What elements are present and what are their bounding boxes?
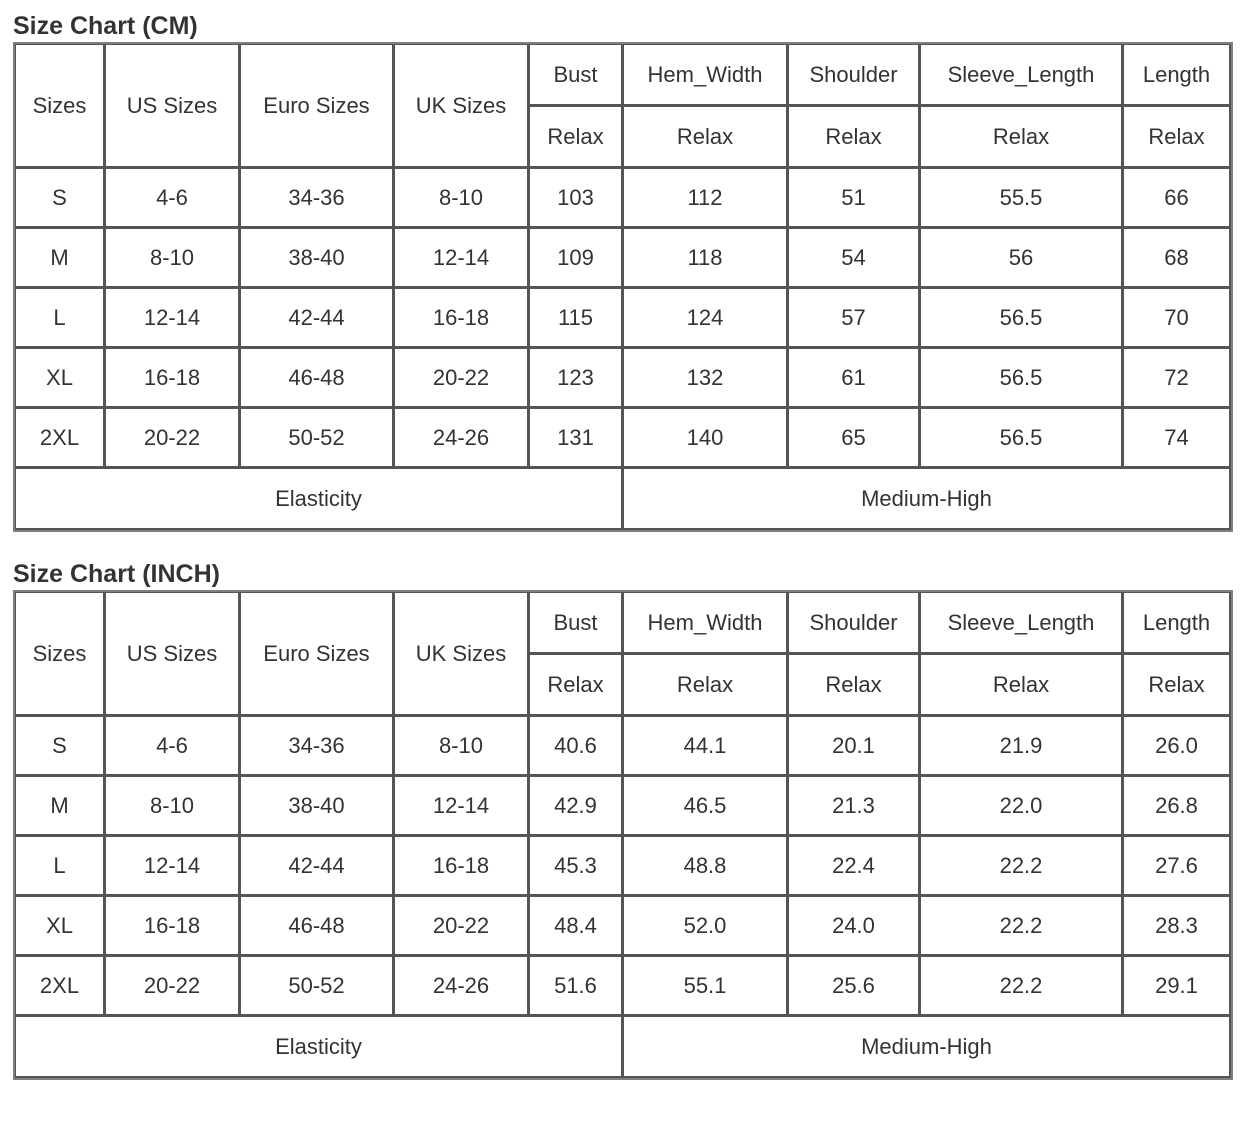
cell-bust: 40.6 <box>529 716 623 776</box>
cell-uk-size: 12-14 <box>394 776 529 836</box>
subheader-relax: Relax <box>623 106 788 168</box>
header-row <box>15 592 1231 654</box>
subheader-relax: Relax <box>1123 654 1231 716</box>
cell-sleeve-length: 56.5 <box>920 348 1123 408</box>
cell-sleeve-length: 55.5 <box>920 168 1123 228</box>
cell-euro-size: 46-48 <box>240 348 394 408</box>
cell-us-size: 16-18 <box>105 896 240 956</box>
chart-title-cm: Size Chart (CM) <box>13 12 198 40</box>
header-sizes: Sizes <box>15 44 105 168</box>
cell-sleeve-length: 56.5 <box>920 408 1123 468</box>
cell-uk-size: 16-18 <box>394 288 529 348</box>
subheader-relax: Relax <box>1123 106 1231 168</box>
header-sleeve-length: Sleeve_Length <box>920 592 1123 654</box>
cell-uk-size: 12-14 <box>394 228 529 288</box>
header-hem-width: Hem_Width <box>623 44 788 106</box>
cell-us-size: 8-10 <box>105 228 240 288</box>
cell-hem-width: 132 <box>623 348 788 408</box>
cell-uk-size: 20-22 <box>394 348 529 408</box>
cell-us-size: 20-22 <box>105 956 240 1016</box>
cell-shoulder: 54 <box>788 228 920 288</box>
cell-euro-size: 38-40 <box>240 228 394 288</box>
cell-uk-size: 8-10 <box>394 168 529 228</box>
size-table-cm <box>13 42 1233 532</box>
header-length: Length <box>1123 44 1231 106</box>
subheader-relax: Relax <box>529 106 623 168</box>
subheader-relax: Relax <box>529 654 623 716</box>
table-row <box>15 896 1231 956</box>
cell-uk-size: 24-26 <box>394 408 529 468</box>
cell-bust: 123 <box>529 348 623 408</box>
cell-length: 70 <box>1123 288 1231 348</box>
cell-euro-size: 42-44 <box>240 836 394 896</box>
cell-length: 74 <box>1123 408 1231 468</box>
cell-shoulder: 24.0 <box>788 896 920 956</box>
cell-euro-size: 34-36 <box>240 168 394 228</box>
cell-hem-width: 55.1 <box>623 956 788 1016</box>
cell-bust: 131 <box>529 408 623 468</box>
cell-length: 27.6 <box>1123 836 1231 896</box>
cell-shoulder: 61 <box>788 348 920 408</box>
header-bust: Bust <box>529 44 623 106</box>
cell-size: 2XL <box>15 956 105 1016</box>
cell-shoulder: 21.3 <box>788 776 920 836</box>
table-row <box>15 836 1231 896</box>
cell-shoulder: 25.6 <box>788 956 920 1016</box>
table-row <box>15 776 1231 836</box>
cell-us-size: 8-10 <box>105 776 240 836</box>
cell-euro-size: 46-48 <box>240 896 394 956</box>
size-chart-cm <box>13 10 1233 532</box>
table-row <box>15 716 1231 776</box>
cell-hem-width: 118 <box>623 228 788 288</box>
cell-us-size: 16-18 <box>105 348 240 408</box>
cell-sleeve-length: 22.2 <box>920 896 1123 956</box>
cell-bust: 115 <box>529 288 623 348</box>
cell-length: 66 <box>1123 168 1231 228</box>
cell-hem-width: 52.0 <box>623 896 788 956</box>
header-uk-sizes: UK Sizes <box>394 44 529 168</box>
size-table-inch <box>13 590 1233 1080</box>
subheader-relax: Relax <box>788 654 920 716</box>
cell-euro-size: 50-52 <box>240 408 394 468</box>
cell-sleeve-length: 22.2 <box>920 836 1123 896</box>
cell-size: L <box>15 836 105 896</box>
header-shoulder: Shoulder <box>788 44 920 106</box>
elasticity-value: Medium-High <box>623 1016 1231 1078</box>
elasticity-label: Elasticity <box>15 468 623 530</box>
cell-size: 2XL <box>15 408 105 468</box>
cell-shoulder: 65 <box>788 408 920 468</box>
header-length: Length <box>1123 592 1231 654</box>
cell-size: M <box>15 228 105 288</box>
elasticity-value: Medium-High <box>623 468 1231 530</box>
table-row <box>15 956 1231 1016</box>
header-bust: Bust <box>529 592 623 654</box>
size-chart-inch <box>13 558 1233 1080</box>
subheader-relax: Relax <box>920 654 1123 716</box>
subheader-relax: Relax <box>920 106 1123 168</box>
table-row <box>15 168 1231 228</box>
cell-shoulder: 22.4 <box>788 836 920 896</box>
cell-bust: 42.9 <box>529 776 623 836</box>
header-shoulder: Shoulder <box>788 592 920 654</box>
cell-us-size: 12-14 <box>105 836 240 896</box>
cell-uk-size: 8-10 <box>394 716 529 776</box>
subheader-relax: Relax <box>623 654 788 716</box>
table-row <box>15 288 1231 348</box>
cell-bust: 109 <box>529 228 623 288</box>
cell-length: 26.0 <box>1123 716 1231 776</box>
cell-sleeve-length: 22.2 <box>920 956 1123 1016</box>
cell-us-size: 4-6 <box>105 716 240 776</box>
cell-euro-size: 38-40 <box>240 776 394 836</box>
cell-uk-size: 20-22 <box>394 896 529 956</box>
cell-size: XL <box>15 896 105 956</box>
cell-hem-width: 124 <box>623 288 788 348</box>
header-uk-sizes: UK Sizes <box>394 592 529 716</box>
cell-shoulder: 51 <box>788 168 920 228</box>
cell-size: XL <box>15 348 105 408</box>
cell-size: S <box>15 716 105 776</box>
cell-bust: 48.4 <box>529 896 623 956</box>
cell-length: 68 <box>1123 228 1231 288</box>
cell-hem-width: 140 <box>623 408 788 468</box>
cell-uk-size: 16-18 <box>394 836 529 896</box>
cell-hem-width: 44.1 <box>623 716 788 776</box>
cell-us-size: 20-22 <box>105 408 240 468</box>
cell-size: M <box>15 776 105 836</box>
chart-title-inch: Size Chart (INCH) <box>13 560 220 588</box>
cell-us-size: 4-6 <box>105 168 240 228</box>
header-euro-sizes: Euro Sizes <box>240 592 394 716</box>
cell-uk-size: 24-26 <box>394 956 529 1016</box>
header-sleeve-length: Sleeve_Length <box>920 44 1123 106</box>
cell-length: 29.1 <box>1123 956 1231 1016</box>
table-row <box>15 228 1231 288</box>
header-row <box>15 44 1231 106</box>
cell-bust: 51.6 <box>529 956 623 1016</box>
cell-hem-width: 46.5 <box>623 776 788 836</box>
cell-sleeve-length: 21.9 <box>920 716 1123 776</box>
header-sizes: Sizes <box>15 592 105 716</box>
footer-row <box>15 1016 1231 1078</box>
cell-bust: 103 <box>529 168 623 228</box>
cell-size: S <box>15 168 105 228</box>
cell-size: L <box>15 288 105 348</box>
cell-bust: 45.3 <box>529 836 623 896</box>
elasticity-label: Elasticity <box>15 1016 623 1078</box>
cell-hem-width: 48.8 <box>623 836 788 896</box>
cell-length: 28.3 <box>1123 896 1231 956</box>
cell-us-size: 12-14 <box>105 288 240 348</box>
header-us-sizes: US Sizes <box>105 592 240 716</box>
cell-euro-size: 34-36 <box>240 716 394 776</box>
table-body-inch <box>15 716 1231 1016</box>
header-euro-sizes: Euro Sizes <box>240 44 394 168</box>
table-row <box>15 348 1231 408</box>
footer-row <box>15 468 1231 530</box>
header-us-sizes: US Sizes <box>105 44 240 168</box>
cell-euro-size: 50-52 <box>240 956 394 1016</box>
cell-sleeve-length: 56 <box>920 228 1123 288</box>
cell-shoulder: 57 <box>788 288 920 348</box>
cell-sleeve-length: 22.0 <box>920 776 1123 836</box>
cell-euro-size: 42-44 <box>240 288 394 348</box>
cell-shoulder: 20.1 <box>788 716 920 776</box>
subheader-relax: Relax <box>788 106 920 168</box>
table-body-cm <box>15 168 1231 468</box>
cell-sleeve-length: 56.5 <box>920 288 1123 348</box>
cell-length: 72 <box>1123 348 1231 408</box>
table-row <box>15 408 1231 468</box>
header-hem-width: Hem_Width <box>623 592 788 654</box>
cell-hem-width: 112 <box>623 168 788 228</box>
cell-length: 26.8 <box>1123 776 1231 836</box>
